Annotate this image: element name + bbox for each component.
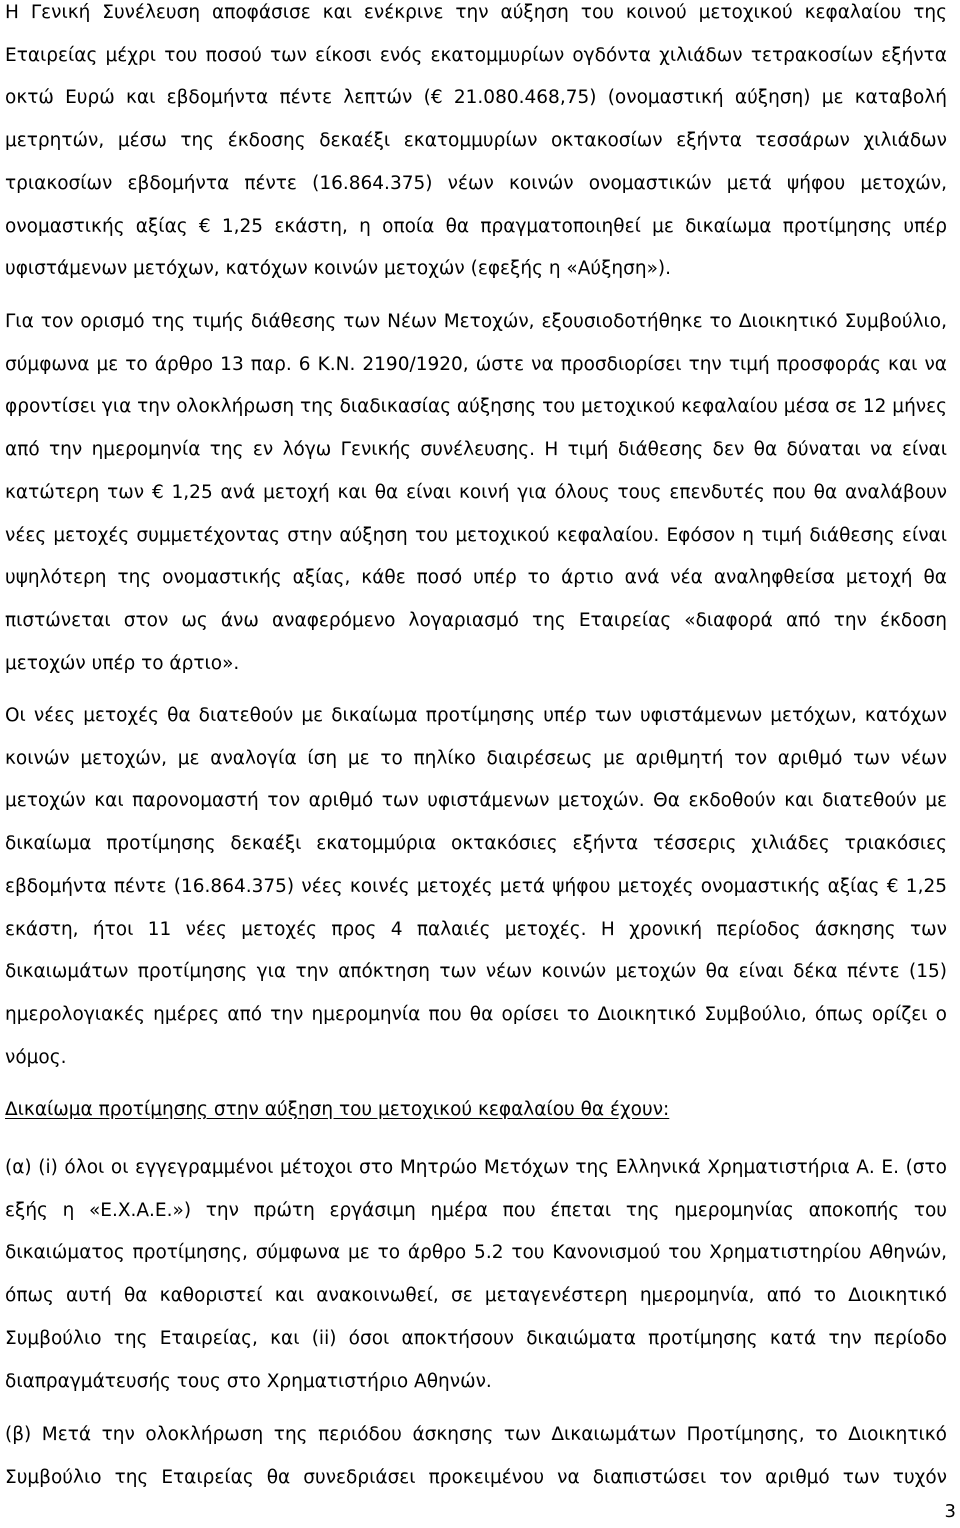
- list-item-a: (α) (i) όλοι οι εγγεγραμμένοι μέτοχοι στο Μητρώο Μετόχων της Ελληνικά Χρηματιστήρια Α. Ε. (στο εξής η «Ε.Χ.Α.Ε.») την πρώτη εργάσιμη ημέρα που έπεται της ημερομηνίας αποκοπής του δικαιώματος προτίμησης, σύμφωνα με το άρθρο 5.2 του Κανονισμού του Χρηματιστηρίου Αθηνών, όπως αυτή θα καθοριστεί και ανακοινωθεί, σε μεταγενέστερη ημερομηνία, από το Διοικητικό Συμβούλιο της Εταιρείας, και (ii) όσοι αποκτήσουν δικαιώματα προτίμησης κατά την περίοδο διαπραγμάτευσής τους στο Χρηματιστήριο Αθηνών.: [5, 1157, 947, 1392]
- paragraph-preemption-rights: Οι νέες μετοχές θα διατεθούν με δικαίωμα προτίμησης υπέρ των υφιστάμενων μετόχων, κατόχων κοινών μετοχών, με αναλογία ίση με το πηλίκο διαιρέσεως με αριθμητή τον αριθμό των νέων μετοχών και παρονομαστή τον αριθμό των υφιστάμενων μετοχών. Θα εκδοθούν και διατεθούν με δικαίωμα προτίμησης δεκαέξι εκατομμύρια οκτακόσιες εξήντα τέσσερις χιλιάδες τριακόσιες εβδομήντα πέντε (16.864.375) νέες κοινές μετοχές μετά ψήφου μετοχές ονομαστικής αξίας € 1,25 εκάστη, ήτοι 11 νέες μετοχές προς 4 παλαιές μετοχές. Η χρονική περίοδος άσκησης των δικαιωμάτων προτίμησης για την απόκτηση των νέων κοινών μετοχών θα είναι δέκα πέντε (15) ημερολογιακές ημέρες από την ημερομηνία που θα ορίσει το Διοικητικό Συμβούλιο, όπως ορίζει ο νόμος.: [5, 705, 947, 1068]
- page-number: 3: [944, 1501, 956, 1522]
- paragraph-offer-price: Για τον ορισμό της τιμής διάθεσης των Νέων Μετοχών, εξουσιοδοτήθηκε το Διοικητικό Συμβούλιο, σύμφωνα με το άρθρο 13 παρ. 6 Κ.Ν. 2190/1920, ώστε να προσδιορίσει την τιμή προσφοράς και να φροντίσει για την ολοκλήρωση της διαδικασίας αύξησης του μετοχικού κεφαλαίου μέσα σε 12 μήνες από την ημερομηνία της εν λόγω Γενικής συνέλευσης. Η τιμή διάθεσης δεν θα δύναται να είναι κατώτερη των € 1,25 ανά μετοχή και θα είναι κοινή για όλους τους επενδυτές που θα αναλάβουν νέες μετοχές συμμετέχοντας στην αύξηση του μετοχικού κεφαλαίου. Εφόσον η τιμή διάθεσης είναι υψηλότερη της ονομαστικής αξίας, κάθε ποσό υπέρ το άρτιο ανά νέα αναληφθείσα μετοχή θα πιστώνεται στον ως άνω αναφερόμενο λογαριασμό της Εταιρείας «διαφορά από την έκδοση μετοχών υπέρ το άρτιο».: [5, 311, 947, 674]
- list-item-b: (β) Μετά την ολοκλήρωση της περιόδου άσκησης των Δικαιωμάτων Προτίμησης, το Διοικητικό Συμβούλιο της Εταιρείας θα συνεδριάσει προκειμένου να διαπιστώσει τον αριθμό των τυχόν: [5, 1424, 947, 1488]
- heading-preemption-holders: Δικαίωμα προτίμησης στην αύξηση του μετοχικού κεφαλαίου θα έχουν:: [5, 1099, 670, 1120]
- paragraph-capital-increase: Η Γενική Συνέλευση αποφάσισε και ενέκρινε την αύξηση του κοινού μετοχικού κεφαλαίου της Εταιρείας μέχρι του ποσού των είκοσι ενός εκατομμυρίων ογδόντα χιλιάδων τετρακοσίων εξήντα οκτώ Ευρώ και εβδομήντα πέντε λεπτών (€ 21.080.468,75) (ονομαστική αύξηση) με καταβολή μετρητών, μέσω της έκδοσης δεκαέξι εκατομμυρίων οκτακοσίων εξήντα τεσσάρων χιλιάδων τριακοσίων εβδομήντα πέντε (16.864.375) νέων κοινών ονομαστικών μετά ψήφου μετοχών, ονομαστικής αξίας € 1,25 εκάστη, η οποία θα πραγματοποιηθεί με δικαίωμα προτίμησης υπέρ υφιστάμενων μετόχων, κατόχων κοινών μετοχών (εφεξής η «Αύξηση»).: [5, 2, 947, 280]
